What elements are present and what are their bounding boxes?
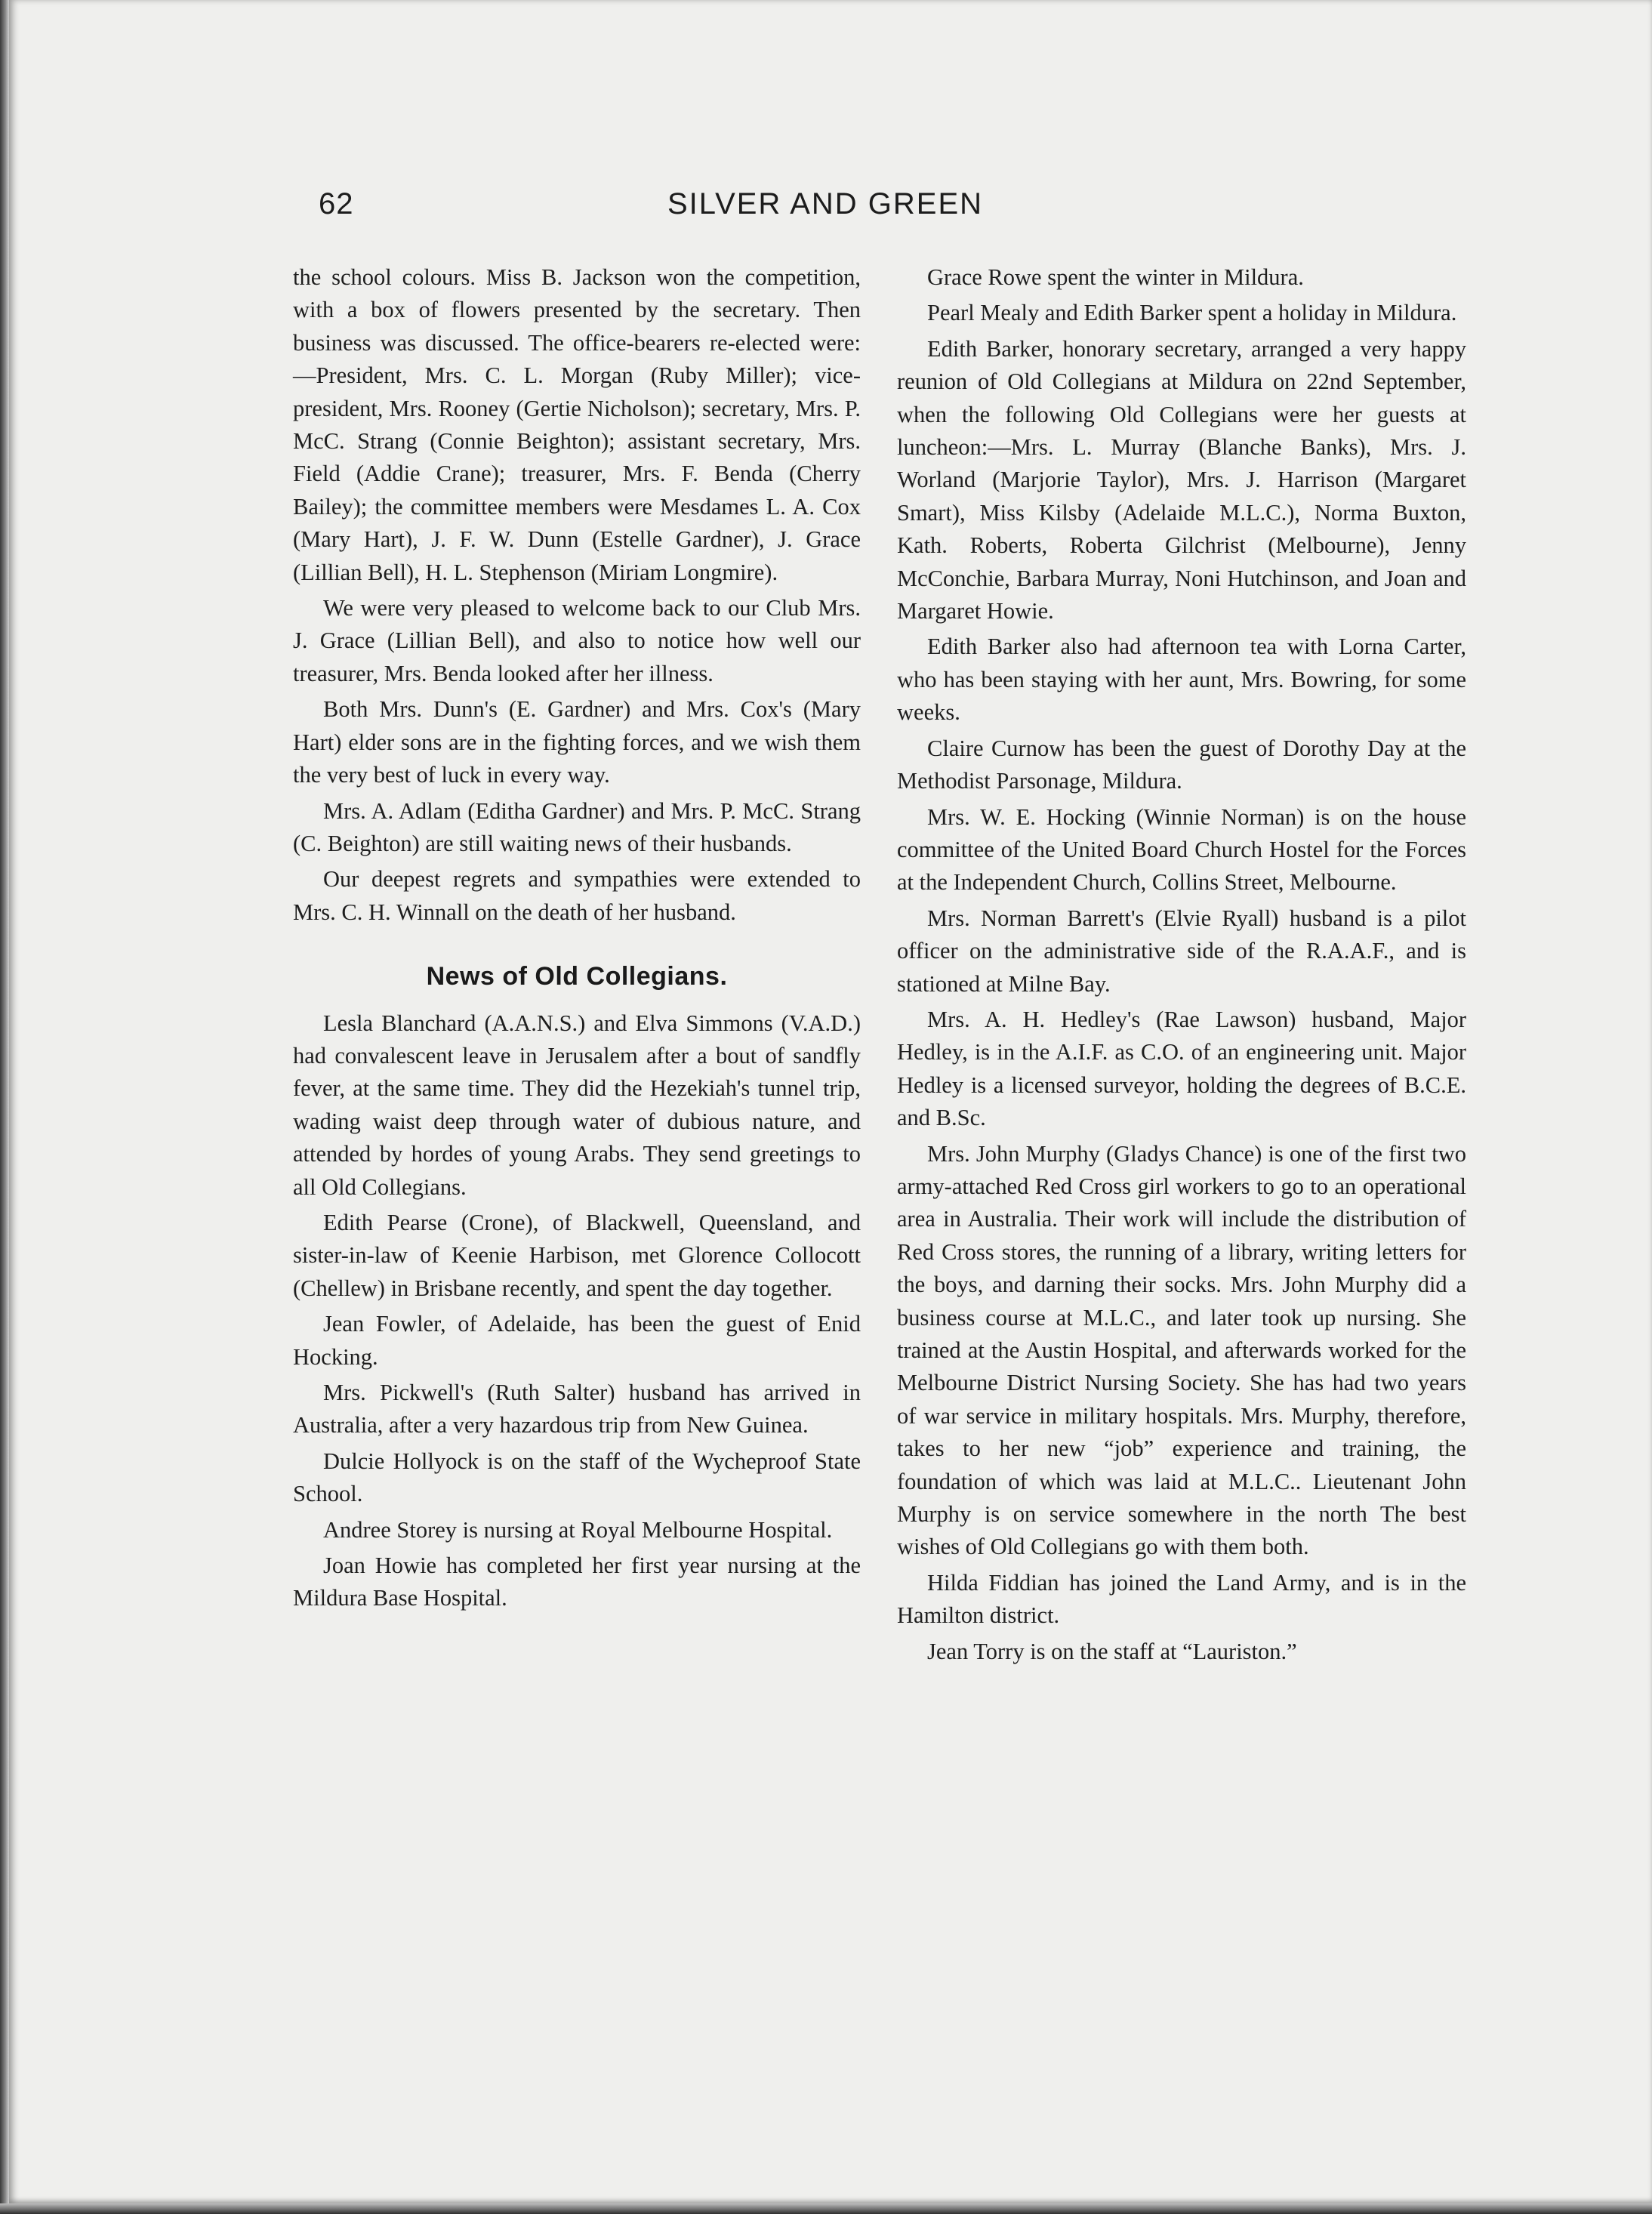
club-paragraph: Our deepest regrets and sympathies were extended to Mrs. C. H. Winnall on the death of her husband.: [293, 866, 861, 925]
news-paragraph: Jean Fowler, of Adelaide, has been the guest of Enid Hocking.: [293, 1311, 861, 1370]
news-paragraph: Mrs. Norman Barrett's (Elvie Ryall) husband is a pilot officer on the administrative side of the R.A.A.F., and is stationed at Milne Bay.: [897, 905, 1466, 997]
page-bottom-edge: [0, 2203, 1652, 2214]
news-paragraph: Andree Storey is nursing at Royal Melbourne Hospital.: [323, 1516, 833, 1543]
club-paragraph: Both Mrs. Dunn's (E. Gardner) and Mrs. Cox's (Mary Hart) elder sons are in the fighting forces, and we wish them the very best of luck in every way.: [293, 696, 861, 788]
news-paragraph: Edith Barker, honorary secretary, arranged a very happy reunion of Old Collegians at Mildura on 22nd September, when the following Old Collegians were her guests at luncheon:—Mrs. L. Murray (Blanche Banks), Mrs. J. Worland (Marjorie Taylor), Mrs. J. Harrison (Margaret Smart), Miss Kilsby (Adelaide M.L.C.), Norma Buxton, Kath. Roberts, Roberta Gilchrist (Melbourne), Jenny McConchie, Barbara Murray, Noni Hutchinson, and Joan and Margaret Howie.: [897, 335, 1466, 624]
club-paragraph: the school colours. Miss B. Jackson won the competition, with a box of flowers presented by the secretary. Then business was discussed. The office-bearers re-elected were:—President, Mrs. C. L. Morgan (Ruby Miller); vice-president, Mrs. Rooney (Gertie Nicholson); secretary, Mrs. P. McC. Strang (Connie Beighton); assistant secretary, Mrs. Field (Addie Crane); treasurer, Mrs. F. Benda (Cherry Bailey); the committee members were Mesdames L. A. Cox (Mary Hart), J. F. W. Dunn (Estelle Gardner), J. Grace (Lillian Bell), H. L. Stephenson (Miriam Longmire).: [293, 264, 861, 585]
book-spine-shadow: [0, 0, 9, 2214]
club-paragraph: We were very pleased to welcome back to our Club Mrs. J. Grace (Lillian Bell), and also to notice how well our treasurer, Mrs. Benda looked after her illness.: [293, 595, 861, 686]
news-paragraph: Mrs. A. H. Hedley's (Rae Lawson) husband, Major Hedley, is in the A.I.F. as C.O. of an engineering unit. Major Hedley is a licensed surveyor, holding the degrees of B.C.E. and B.Sc.: [897, 1006, 1466, 1131]
news-paragraph: Mrs. W. E. Hocking (Winnie Norman) is on the house committee of the United Board Church Hostel for the Forces at the Independent Church, Collins Street, Melbourne.: [897, 803, 1466, 896]
news-paragraph: Pearl Mealy and Edith Barker spent a holiday in Mildura.: [927, 300, 1457, 326]
news-paragraph: Joan Howie has completed her first year nursing at the Mildura Base Hospital.: [293, 1553, 861, 1611]
news-paragraph: Edith Pearse (Crone), of Blackwell, Queensland, and sister-in-law of Keenie Harbison, met Glorence Collocott (Chellew) in Brisbane recently, and spent the day together.: [293, 1209, 861, 1301]
news-paragraph: Jean Torry is on the staff at “Lauriston.”: [927, 1638, 1297, 1664]
news-paragraph: Edith Barker also had afternoon tea with Lorna Carter, who has been staying with her aunt, Mrs. Bowring, for some weeks.: [897, 634, 1466, 726]
section-heading: News of Old Collegians.: [426, 962, 728, 991]
right-column: [897, 261, 1466, 1671]
page-header: [9, 187, 1652, 233]
running-title: SILVER AND GREEN: [667, 187, 984, 220]
news-paragraph: Mrs. John Murphy (Gladys Chance) is one of the first two army-attached Red Cross girl workers to go to an operational area in Australia. Their work will include the distribution of Red Cross stores, the running of a library, writing letters for the boys, and darning their socks. Mrs. John Murphy did a business course at M.L.C., and later took up nursing. She trained at the Austin Hospital, and afterwards worked for the Melbourne District Nursing Society. She has had two years of war service in military hospitals. Mrs. Murphy, therefore, takes to her new “job” experience and training, the foundation of which was laid at M.L.C.. Lieutenant John Murphy is on service somewhere in the north The best wishes of Old Collegians go with them both.: [897, 1140, 1466, 1560]
left-column: [293, 261, 861, 1618]
club-paragraph: Mrs. A. Adlam (Editha Gardner) and Mrs. P. McC. Strang (C. Beighton) are still waiting news of their husbands.: [293, 797, 861, 856]
news-paragraph: Claire Curnow has been the guest of Dorothy Day at the Methodist Parsonage, Mildura.: [897, 735, 1466, 794]
news-paragraph: Hilda Fiddian has joined the Land Army, and is in the Hamilton district.: [897, 1569, 1466, 1629]
page-number: 62: [319, 187, 354, 220]
news-paragraph: Dulcie Hollyock is on the staff of the Wycheproof State School.: [293, 1448, 861, 1507]
news-paragraph: Mrs. Pickwell's (Ruth Salter) husband has arrived in Australia, after a very hazardous trip from New Guinea.: [293, 1380, 861, 1438]
news-paragraph: Grace Rowe spent the winter in Mildura.: [927, 264, 1304, 290]
document-page: [9, 0, 1652, 2203]
news-paragraph: Lesla Blanchard (A.A.N.S.) and Elva Simmons (V.A.D.) had convalescent leave in Jerusalem after a bout of sandfly fever, at the same time. They did the Hezekiah's tunnel trip, wading waist deep through water of dubious nature, and attended by hordes of young Arabs. They send greetings to all Old Collegians.: [293, 1010, 861, 1200]
